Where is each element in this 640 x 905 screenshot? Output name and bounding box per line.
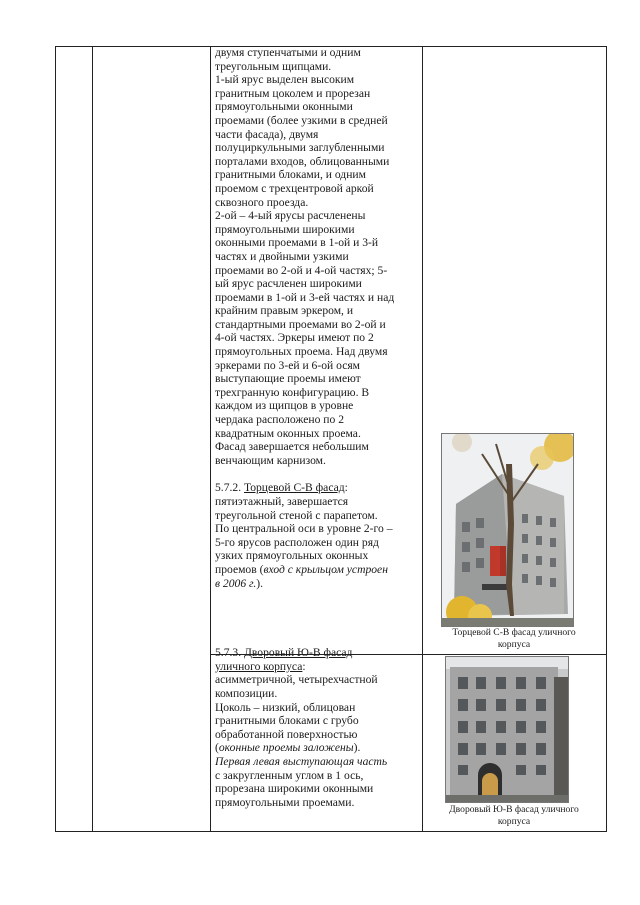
text-line: пятиэтажный, завершается [215, 495, 349, 508]
section-heading [215, 481, 415, 495]
italic-note: в 2006 г. [215, 576, 257, 590]
text-line: прямоугольных проема. Над двумя [215, 345, 388, 359]
text-line: 5-го ярусов расположен один ряд [215, 535, 379, 549]
text-line: оконными проемами в 1-ой и 3-й [215, 236, 379, 250]
section-heading-line-2 [215, 660, 415, 674]
text-line: прямоугольными проемами. [215, 795, 355, 809]
text-line: эркерами по 3-ей и 6-ой осям [215, 358, 361, 372]
section-title: Торцевой С-В фасад [244, 481, 345, 495]
section-gap [215, 590, 415, 646]
text-line: выступающие проемы имеют [215, 372, 361, 386]
text-line: сквозного проезда. [215, 195, 309, 209]
caption-line: корпуса [497, 639, 531, 650]
section-number: 5.7.2. [215, 481, 242, 495]
section-title: уличного корпуса [215, 659, 303, 673]
text-line: По центральной оси в уровне 2-го – [215, 522, 393, 536]
text-line: двумя ступенчатыми и одним [215, 46, 361, 59]
text-line: узких прямоугольных оконных [215, 549, 369, 563]
text-span: ). [256, 576, 264, 590]
text-line: порталами входов, облицованными [215, 154, 390, 168]
text-line: части фасада), двумя [215, 127, 319, 141]
description-text-column [215, 46, 415, 809]
text-line: прорезана широкими оконными [215, 782, 374, 796]
text-line: 4-ой частях. Эркеры имеют по 2 [215, 331, 374, 345]
italic-note: оконные проемы заложены [218, 741, 354, 755]
text-line: проемом с трехцентровой аркой [215, 181, 374, 195]
section-title: Дворовый Ю-В фасад [244, 646, 353, 660]
text-line: 1-ый ярус выделен высоким [215, 73, 355, 87]
text-line: полуциркульными заглубленными [215, 141, 385, 155]
text-span: ( [215, 741, 219, 755]
text-line [215, 741, 415, 755]
heading-colon: : [344, 481, 348, 495]
text-line: проемами (более узкими в средней [215, 113, 388, 127]
text-line: композиции. [215, 686, 278, 700]
photo-caption [426, 804, 602, 828]
building-photo-image [442, 434, 573, 626]
paragraph-gap [215, 467, 415, 481]
section-5-7-2 [215, 481, 415, 590]
text-line: крайним правым эркером, и [215, 304, 354, 318]
text-line: чердака расположено по 2 [215, 413, 344, 427]
italic-note: вход с крыльцом устроен [263, 562, 388, 576]
text-line: трехгранную конфигурацию. В [215, 385, 370, 399]
text-line: с закругленным углом в 1 ось, [215, 768, 364, 782]
table-rule-3 [210, 46, 211, 832]
text-line: прямоугольными оконными [215, 100, 353, 114]
photo-caption [426, 627, 602, 651]
text-line [215, 563, 415, 577]
caption-line: Дворовый Ю-В фасад уличного [449, 804, 579, 815]
text-line: Цоколь – низкий, облицован [215, 700, 356, 714]
text-line: 2-ой – 4-ый ярусы расчленены [215, 209, 366, 223]
text-line: проемами во 2-ой и 4-ой частях; 5- [215, 263, 388, 277]
section-heading [215, 646, 415, 660]
text-line: гранитными блоками, и одним [215, 168, 366, 182]
text-line: каждом из щипцов в уровне [215, 399, 354, 413]
table-rule-bottom [55, 831, 607, 832]
section-5-7-1-continuation [215, 46, 415, 467]
section-5-7-3 [215, 646, 415, 809]
table-rule-left [55, 46, 56, 832]
text-line: стандартными проемами во 2-ой и [215, 317, 386, 331]
caption-line: корпуса [497, 816, 531, 827]
text-line: проемами в 1-ой и 3-ей частях и над [215, 290, 395, 304]
section-number: 5.7.3. [215, 646, 242, 660]
text-line: треугольным щипцами. [215, 59, 332, 73]
photo-se-courtyard-facade [445, 656, 569, 803]
table-rule-4 [422, 46, 423, 832]
text-line: ый ярус расчленен широкими [215, 277, 362, 291]
text-span: проемов ( [215, 562, 264, 576]
text-span: ). [353, 741, 361, 755]
text-line: квадратным оконных проема. [215, 426, 361, 440]
caption-line: Торцевой С-В фасад уличного [452, 627, 576, 638]
courtyard-photo-image [446, 657, 568, 802]
heading-colon: : [302, 659, 306, 673]
table-rule-2 [92, 46, 93, 832]
italic-text-line: Первая левая выступающая часть [215, 754, 388, 768]
text-line [215, 577, 415, 591]
text-line: Фасад завершается небольшим [215, 440, 369, 454]
text-line: гранитным цоколем и прорезан [215, 86, 371, 100]
text-line: прямоугольными широкими [215, 222, 355, 236]
text-line: обработанной поверхностью [215, 727, 358, 741]
text-line: венчающим карнизом. [215, 453, 326, 467]
table-rule-right [606, 46, 607, 832]
text-line: частях и двойными узкими [215, 249, 349, 263]
text-line: треугольной стеной с парапетом. [215, 508, 378, 522]
text-line: гранитными блоками с грубо [215, 714, 359, 728]
photo-ne-facade [441, 433, 574, 627]
text-line: асимметричной, четырехчастной [215, 673, 378, 687]
